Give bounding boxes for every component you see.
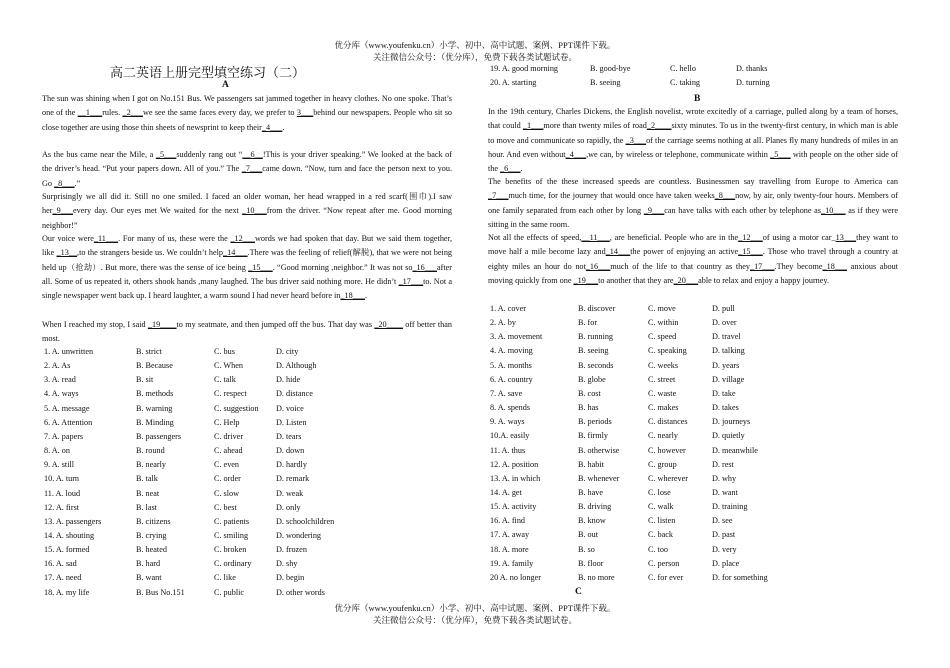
option-choice: 18. A. more xyxy=(490,544,529,554)
option-choice: D. meanwhile xyxy=(712,445,758,455)
option-choice: B. sit xyxy=(136,375,154,385)
option-choice: B. driving xyxy=(578,502,612,512)
footer-line-1: 优分库（www.youfenku.cn）小学、初中、高中试题、案例、PPT课件下载。 xyxy=(334,603,616,613)
option-choice: D. Listen xyxy=(276,417,307,427)
option-choice: D. only xyxy=(276,502,301,512)
option-choice: C. weeks xyxy=(648,360,679,370)
option-choice: D. for something xyxy=(712,572,768,582)
option-choice: D. journeys xyxy=(712,417,751,427)
option-choice: C. for ever xyxy=(648,572,684,582)
option-choice: D. very xyxy=(712,544,737,554)
option-choice: B. Because xyxy=(136,361,173,371)
option-choice: C. respect xyxy=(214,389,247,399)
option-choice: B. hard xyxy=(136,559,161,569)
option-choice: C. move xyxy=(648,304,676,313)
option-choice: D. take xyxy=(712,388,736,398)
answer-blank: _12___ xyxy=(738,233,763,242)
option-choice: D. down xyxy=(276,446,305,456)
option-choice: D. shy xyxy=(276,559,298,569)
answer-blank: _16___ xyxy=(412,262,437,272)
sectionB-paragraph xyxy=(488,105,898,176)
passage-text: . xyxy=(364,291,368,301)
option-choice: D. past xyxy=(712,530,736,540)
option-choice: B. so xyxy=(578,544,595,554)
option-choice: D. turning xyxy=(736,78,770,87)
answer-blank: __11___ xyxy=(581,233,610,242)
passage-text: As the bus came near the Mile, a xyxy=(42,150,156,159)
option-choice: 7. A. papers xyxy=(44,431,84,441)
answer-blank: _2____ xyxy=(646,121,672,131)
option-choice: 1. A. unwritten xyxy=(44,347,94,356)
option-choice: 2. A. As xyxy=(44,361,71,371)
passage-text: much time, for the journey that would once have taken weeks xyxy=(508,191,715,201)
header-line-2: 关注微信公众号：（优分库），免费下载各类试题试卷。 xyxy=(372,52,577,62)
option-choice: B. neat xyxy=(136,488,160,498)
answer-blank: _18___ xyxy=(822,261,848,271)
option-choice: D. voice xyxy=(276,403,304,413)
option-choice: D. weak xyxy=(276,488,304,498)
passage-text: of the carriage seems nothing at all. Planes fly many hundreds of miles in an hour. And even without xyxy=(488,135,898,159)
option-choice: 6. A. Attention xyxy=(44,417,93,427)
option-choice: D. talking xyxy=(712,346,745,356)
option-choice: B. running xyxy=(578,332,614,342)
option-choice: B. has xyxy=(578,403,599,413)
passage-text: they want to move half a mile become lazy and xyxy=(488,233,898,257)
option-choice: B. seeing xyxy=(590,78,621,87)
option-choice: C. wherever xyxy=(648,473,689,483)
sectionA-paragraph xyxy=(42,318,452,347)
answer-blank: _12___ xyxy=(230,234,256,243)
option-choice: B. good-bye xyxy=(590,64,631,73)
answer-blank: _17___ xyxy=(749,261,775,271)
answer-blank: _15___ xyxy=(738,247,763,257)
answer-blank: _8___ xyxy=(714,191,736,201)
page-footer xyxy=(0,602,950,626)
passage-text: !This is your driver speaking.” We looked at the back of the driver’s head. “Put your papers down. All of you.” The xyxy=(42,150,452,174)
option-choice: C. talk xyxy=(214,375,236,385)
option-choice: 6. A. country xyxy=(490,374,533,384)
option-choice: C. within xyxy=(648,318,679,328)
option-choice: D. training xyxy=(712,502,748,512)
option-choice: D. frozen xyxy=(276,545,307,555)
answer-blank: 13___ xyxy=(835,233,857,242)
option-choice: D. other words xyxy=(276,587,325,597)
option-choice: B. seconds xyxy=(578,360,614,370)
passage-text: . “Good morning ,neighbor.” It was not so xyxy=(272,262,413,272)
option-choice: B. floor xyxy=(578,558,604,568)
passage-text: Our voice were xyxy=(42,234,94,243)
option-choice: D. schoolchildren xyxy=(276,516,335,526)
option-choice: 13. A. in which xyxy=(490,473,541,483)
answer-blank: _16___ xyxy=(585,261,611,271)
option-choice: C. speed xyxy=(648,332,677,342)
option-choice: 20. A. starting xyxy=(490,78,537,87)
option-choice: 3. A. read xyxy=(44,375,76,385)
option-choice: 15. A. formed xyxy=(44,545,90,555)
answer-blank: 3___ xyxy=(296,108,314,118)
passage-text: to my seatmate, and then jumped off the bus. That day was xyxy=(176,320,375,329)
sectionA-paragraph xyxy=(42,92,452,135)
option-choice: B. habit xyxy=(578,459,604,469)
passage-text: the power of enjoying an active xyxy=(630,247,739,257)
passage-text: ,we can, by wireless or telephone, communicate within xyxy=(586,149,771,159)
passage-text: , are beneficial. People who are in the xyxy=(609,233,739,242)
sectionB-paragraph xyxy=(488,175,898,232)
passage-text: off better than most. xyxy=(42,320,452,344)
answer-blank: _6___ xyxy=(500,164,521,174)
option-choice: B. know xyxy=(578,516,606,526)
option-choice: B. last xyxy=(136,502,157,512)
option-choice: D. years xyxy=(712,360,740,370)
footer-line-2: 关注微信公众号：（优分库），免费下载各类试题试卷。 xyxy=(372,615,577,625)
option-choice: C. group xyxy=(648,459,677,469)
passage-text: with people on the other side of the xyxy=(488,149,898,174)
passage-text: more than twenty miles of road xyxy=(543,121,647,131)
option-choice: C. broken xyxy=(214,545,247,555)
option-choice: B. no more xyxy=(578,572,615,582)
option-choice: C. distances xyxy=(648,417,688,427)
option-choice: C. listen xyxy=(648,516,676,526)
answer-blank: _19____ xyxy=(147,320,177,329)
answer-blank: _20___ xyxy=(673,275,699,285)
option-choice: 16. A. sad xyxy=(44,559,77,569)
passage-text: as if they were sitting in the same room. xyxy=(488,205,898,229)
answer-blank: _9___ xyxy=(643,205,665,215)
option-choice: B. otherwise xyxy=(578,445,620,455)
option-choice: 4. A. moving xyxy=(490,346,533,356)
option-choice: B. cost xyxy=(578,388,601,398)
answer-blank: _11___ xyxy=(93,234,119,243)
option-choice: 19. A. good morning xyxy=(490,64,559,73)
section-a-label: A xyxy=(222,80,229,90)
answer-blank: _2___ xyxy=(122,108,143,118)
option-choice: C. public xyxy=(214,587,245,597)
option-choice: 8. A. spends xyxy=(490,403,531,413)
option-choice: 18. A. my life xyxy=(44,587,90,597)
option-choice: D. Although xyxy=(276,361,317,371)
option-choice: D. pull xyxy=(712,304,735,313)
passage-text: ,to the strangers beside us. We couldn’t help xyxy=(77,248,223,258)
answer-blank: _17___ xyxy=(398,276,424,286)
option-choice: C. bus xyxy=(214,347,235,356)
option-choice: C. hello xyxy=(670,64,696,73)
passage-text: rules. xyxy=(102,108,123,118)
option-choice: B. seeing xyxy=(578,346,609,356)
answer-blank: _5___ xyxy=(155,150,177,159)
answer-blank: _10___ xyxy=(821,205,846,215)
option-choice: D. thanks xyxy=(736,64,768,73)
option-choice: C. walk xyxy=(648,502,674,512)
answer-blank: _15___ xyxy=(248,262,273,272)
passage-text: Surprisingly we all did it. Still no one smiled. I faced an older woman, her head wrapped in a red scarf(围巾).I saw her xyxy=(42,192,452,216)
option-choice: 11. A. thus xyxy=(490,445,526,455)
option-choice: B. methods xyxy=(136,389,174,399)
option-choice: D. travel xyxy=(712,332,741,342)
passage-text: came down. “Now, turn and face the person next to you. Go xyxy=(42,164,453,188)
option-choice: D. over xyxy=(712,318,737,328)
passage-text: words we had spoken that day. But we said them together, like xyxy=(42,234,452,258)
option-choice: 1. A. cover xyxy=(490,304,526,313)
option-choice: C. ordinary xyxy=(214,559,252,569)
option-choice: C. taking xyxy=(670,78,701,87)
passage-text: . Those who travel through a country at eighty miles an hour do not xyxy=(488,247,898,271)
answer-blank: _18___ xyxy=(340,291,365,301)
option-choice: D. distance xyxy=(276,389,313,399)
answer-blank: _1___ xyxy=(522,121,544,131)
option-choice: B. globe xyxy=(578,374,606,384)
option-choice: 2. A. by xyxy=(490,318,516,328)
option-choice: C. nearly xyxy=(648,431,679,441)
answer-blank: _9___ xyxy=(52,206,73,216)
passage-text: from the driver. “Now repeat after me. Good morning neighbor!” xyxy=(42,206,452,230)
answer-blank: _19___ xyxy=(573,275,599,285)
option-choice: D. remark xyxy=(276,474,310,484)
answer-blank: _8___ xyxy=(54,178,75,188)
option-choice: 5. A. message xyxy=(44,403,90,413)
passage-text: The benefits of the these increased speeds are countless. Businessmen say travelling from Europe to America can xyxy=(488,177,898,186)
passage-text: behind our newspapers. People who sit so close together are using those thin sheets of newsprint to keep their xyxy=(42,108,452,132)
option-choice: B. citizens xyxy=(136,516,171,526)
option-choice: C. order xyxy=(214,474,241,484)
answer-blank: _14___ xyxy=(605,247,631,257)
option-choice: 12. A. position xyxy=(490,459,539,469)
option-choice: 15. A. activity xyxy=(490,502,537,512)
option-choice: B. Bus No.151 xyxy=(136,587,185,597)
passage-text: In the 19th century, Charles Dickens, the English novelist, wrote excitedly of a carriage, pulled along by a team of horses, that could xyxy=(488,107,898,131)
option-choice: C. slow xyxy=(214,488,240,498)
option-choice: B. talk xyxy=(136,474,158,484)
answer-blank: _14___ xyxy=(223,248,248,258)
option-choice: D. wondering xyxy=(276,530,322,540)
option-choice: B. heated xyxy=(136,545,167,555)
passage-text: to another that they are xyxy=(598,275,674,285)
passage-text: we see the same faces every day, we prefer to xyxy=(142,108,297,118)
answer-blank: _7___ xyxy=(488,191,509,201)
option-choice: C. smiling xyxy=(214,530,249,540)
passage-text: to. Not a single newspaper went back up. I heard laughter, a warm sound I had never heard before in xyxy=(42,276,452,301)
passage-text: . xyxy=(520,164,523,174)
option-choice: B. have xyxy=(578,487,604,497)
answer-blank: _3___ xyxy=(625,135,647,145)
passage-text: of using a motor car_ xyxy=(762,233,836,242)
answer-blank: __1___ xyxy=(77,108,103,118)
option-choice: 11. A. loud xyxy=(44,488,81,498)
option-choice: B. discover xyxy=(578,304,616,313)
option-choice: C. like xyxy=(214,573,236,583)
passage-text: can have talks with each other by telephone as xyxy=(664,205,821,215)
option-choice: 19. A. family xyxy=(490,558,534,568)
option-choice: D. quietly xyxy=(712,431,745,441)
option-choice: 7. A. save xyxy=(490,388,523,398)
option-choice: D. rest xyxy=(712,459,734,469)
option-choice: 12. A. first xyxy=(44,502,80,512)
option-choice: 5. A. months xyxy=(490,360,532,370)
passage-text: . xyxy=(282,122,285,132)
option-choice: D. want xyxy=(712,487,738,497)
sectionB-paragraph xyxy=(488,231,898,288)
option-choice: 10.A. easily xyxy=(490,431,530,441)
option-choice: B. firmly xyxy=(578,431,609,441)
option-choice: D. hide xyxy=(276,375,301,385)
option-choice: D. city xyxy=(276,347,299,356)
sectionA-paragraph xyxy=(42,232,452,303)
answer-blank: _5___ xyxy=(770,149,791,159)
option-choice: 14. A. get xyxy=(490,487,522,497)
option-choice: C. lose xyxy=(648,487,671,497)
answer-blank: _4___ xyxy=(261,122,283,132)
option-choice: C. even xyxy=(214,460,240,470)
answer-blank: _4___ xyxy=(565,149,587,159)
passage-text: anxious about moving quickly from one xyxy=(488,261,898,285)
passage-text: much of the life to that country as they xyxy=(610,261,750,271)
passage-text: sixty minutes. To us in the twenty-first century, in which man is able to move and communicate so rapidly, the xyxy=(488,121,899,145)
option-choice: D. village xyxy=(712,374,745,384)
option-choice: B. round xyxy=(136,446,165,456)
option-choice: 13. A. passengers xyxy=(44,516,102,526)
option-choice: D. hardly xyxy=(276,460,307,470)
answer-blank: __6__ xyxy=(242,150,263,159)
passage-text: able to relax and enjoy a happy journey. xyxy=(698,275,830,285)
option-choice: C. When xyxy=(214,361,243,371)
passage-text: Not all the effects of speed, xyxy=(488,233,582,242)
option-choice: C. person xyxy=(648,558,680,568)
option-choice: 20 A. no longer xyxy=(490,572,541,582)
option-choice: B. crying xyxy=(136,530,167,540)
option-choice: C. back xyxy=(648,530,674,540)
option-choice: 9. A. still xyxy=(44,460,75,470)
answer-blank: _13__ xyxy=(56,248,78,258)
option-choice: D. begin xyxy=(276,573,305,583)
option-choice: C. driver xyxy=(214,431,244,441)
option-choice: 8. A. on xyxy=(44,446,70,456)
option-choice: C. suggestion xyxy=(214,403,259,413)
option-choice: B. periods xyxy=(578,417,612,427)
passage-text: When I reached my stop, I said xyxy=(42,320,148,329)
option-choice: C. makes xyxy=(648,403,679,413)
option-choice: C. patients xyxy=(214,516,250,526)
option-choice: B. nearly xyxy=(136,460,167,470)
option-choice: B. whenever xyxy=(578,473,620,483)
option-choice: C. ahead xyxy=(214,446,243,456)
option-choice: 17. A. need xyxy=(44,573,82,583)
option-choice: C. Help xyxy=(214,417,240,427)
page-title: 高二英语上册完型填空练习（二） xyxy=(110,65,306,80)
passage-text: . For many of us, these were the xyxy=(118,234,231,243)
option-choice: C. speaking xyxy=(648,346,687,356)
answer-blank: _20____ xyxy=(374,320,403,329)
option-choice: C. waste xyxy=(648,388,677,398)
option-choice: D. place xyxy=(712,558,740,568)
passage-text: every day. Our eyes met We waited for the next xyxy=(72,206,243,216)
option-choice: D. tears xyxy=(276,431,302,441)
option-choice: 14. A. shouting xyxy=(44,530,95,540)
option-choice: C. too xyxy=(648,544,669,554)
passage-text: .They become xyxy=(774,261,823,271)
passage-text: .” xyxy=(74,178,81,188)
option-choice: B. strict xyxy=(136,347,162,356)
option-choice: 9. A. ways xyxy=(490,417,525,427)
passage-text: suddenly rang out “ xyxy=(176,150,243,159)
passage-text: The sun was shining when I got on No.151 Bus. We passengers sat jammed together in heavy clothes. No one spoke. That’s one of the xyxy=(42,94,452,118)
section-b-label: B xyxy=(694,94,701,104)
option-choice: 4. A. ways xyxy=(44,389,79,399)
header-line-1: 优分库（www.youfenku.cn）小学、初中、高中试题、案例、PPT课件下载。 xyxy=(334,40,616,50)
option-choice: B. for xyxy=(578,318,598,328)
option-choice: C. however xyxy=(648,445,686,455)
passage-text: now, by air, only twenty-four hours. Members of one family separated from each other by long xyxy=(488,191,898,215)
option-choice: 10. A. turn xyxy=(44,474,80,484)
option-choice: B. passengers xyxy=(136,431,182,441)
option-choice: C. street xyxy=(648,374,676,384)
sectionA-paragraph xyxy=(42,190,452,233)
option-choice: B. Minding xyxy=(136,417,174,427)
option-choice: 17. A. away xyxy=(490,530,530,540)
option-choice: D. see xyxy=(712,516,733,526)
section-c-label: C xyxy=(575,587,582,597)
answer-blank: _10___ xyxy=(242,206,267,216)
page-header xyxy=(0,39,950,63)
passage-text: .There was the feeling of relief(解脱), that we were not being held up（抢劫）. But more, there was the sense of ice being xyxy=(42,248,453,272)
option-choice: B. out xyxy=(578,530,599,540)
option-choice: B. want xyxy=(136,573,162,583)
sectionA-paragraph xyxy=(42,148,452,191)
option-choice: 16. A. find xyxy=(490,516,526,526)
passage-text: after all. Some of us repeated it, others shook hands ,many laughed. The bus driver said nothing more. He didn’t xyxy=(42,262,452,286)
option-choice: D. why xyxy=(712,473,737,483)
answer-blank: _7___ xyxy=(241,164,263,174)
option-choice: D. takes xyxy=(712,403,739,413)
option-choice: 3. A. movement xyxy=(490,332,543,342)
option-choice: C. best xyxy=(214,502,237,512)
option-choice: B. warning xyxy=(136,403,173,413)
